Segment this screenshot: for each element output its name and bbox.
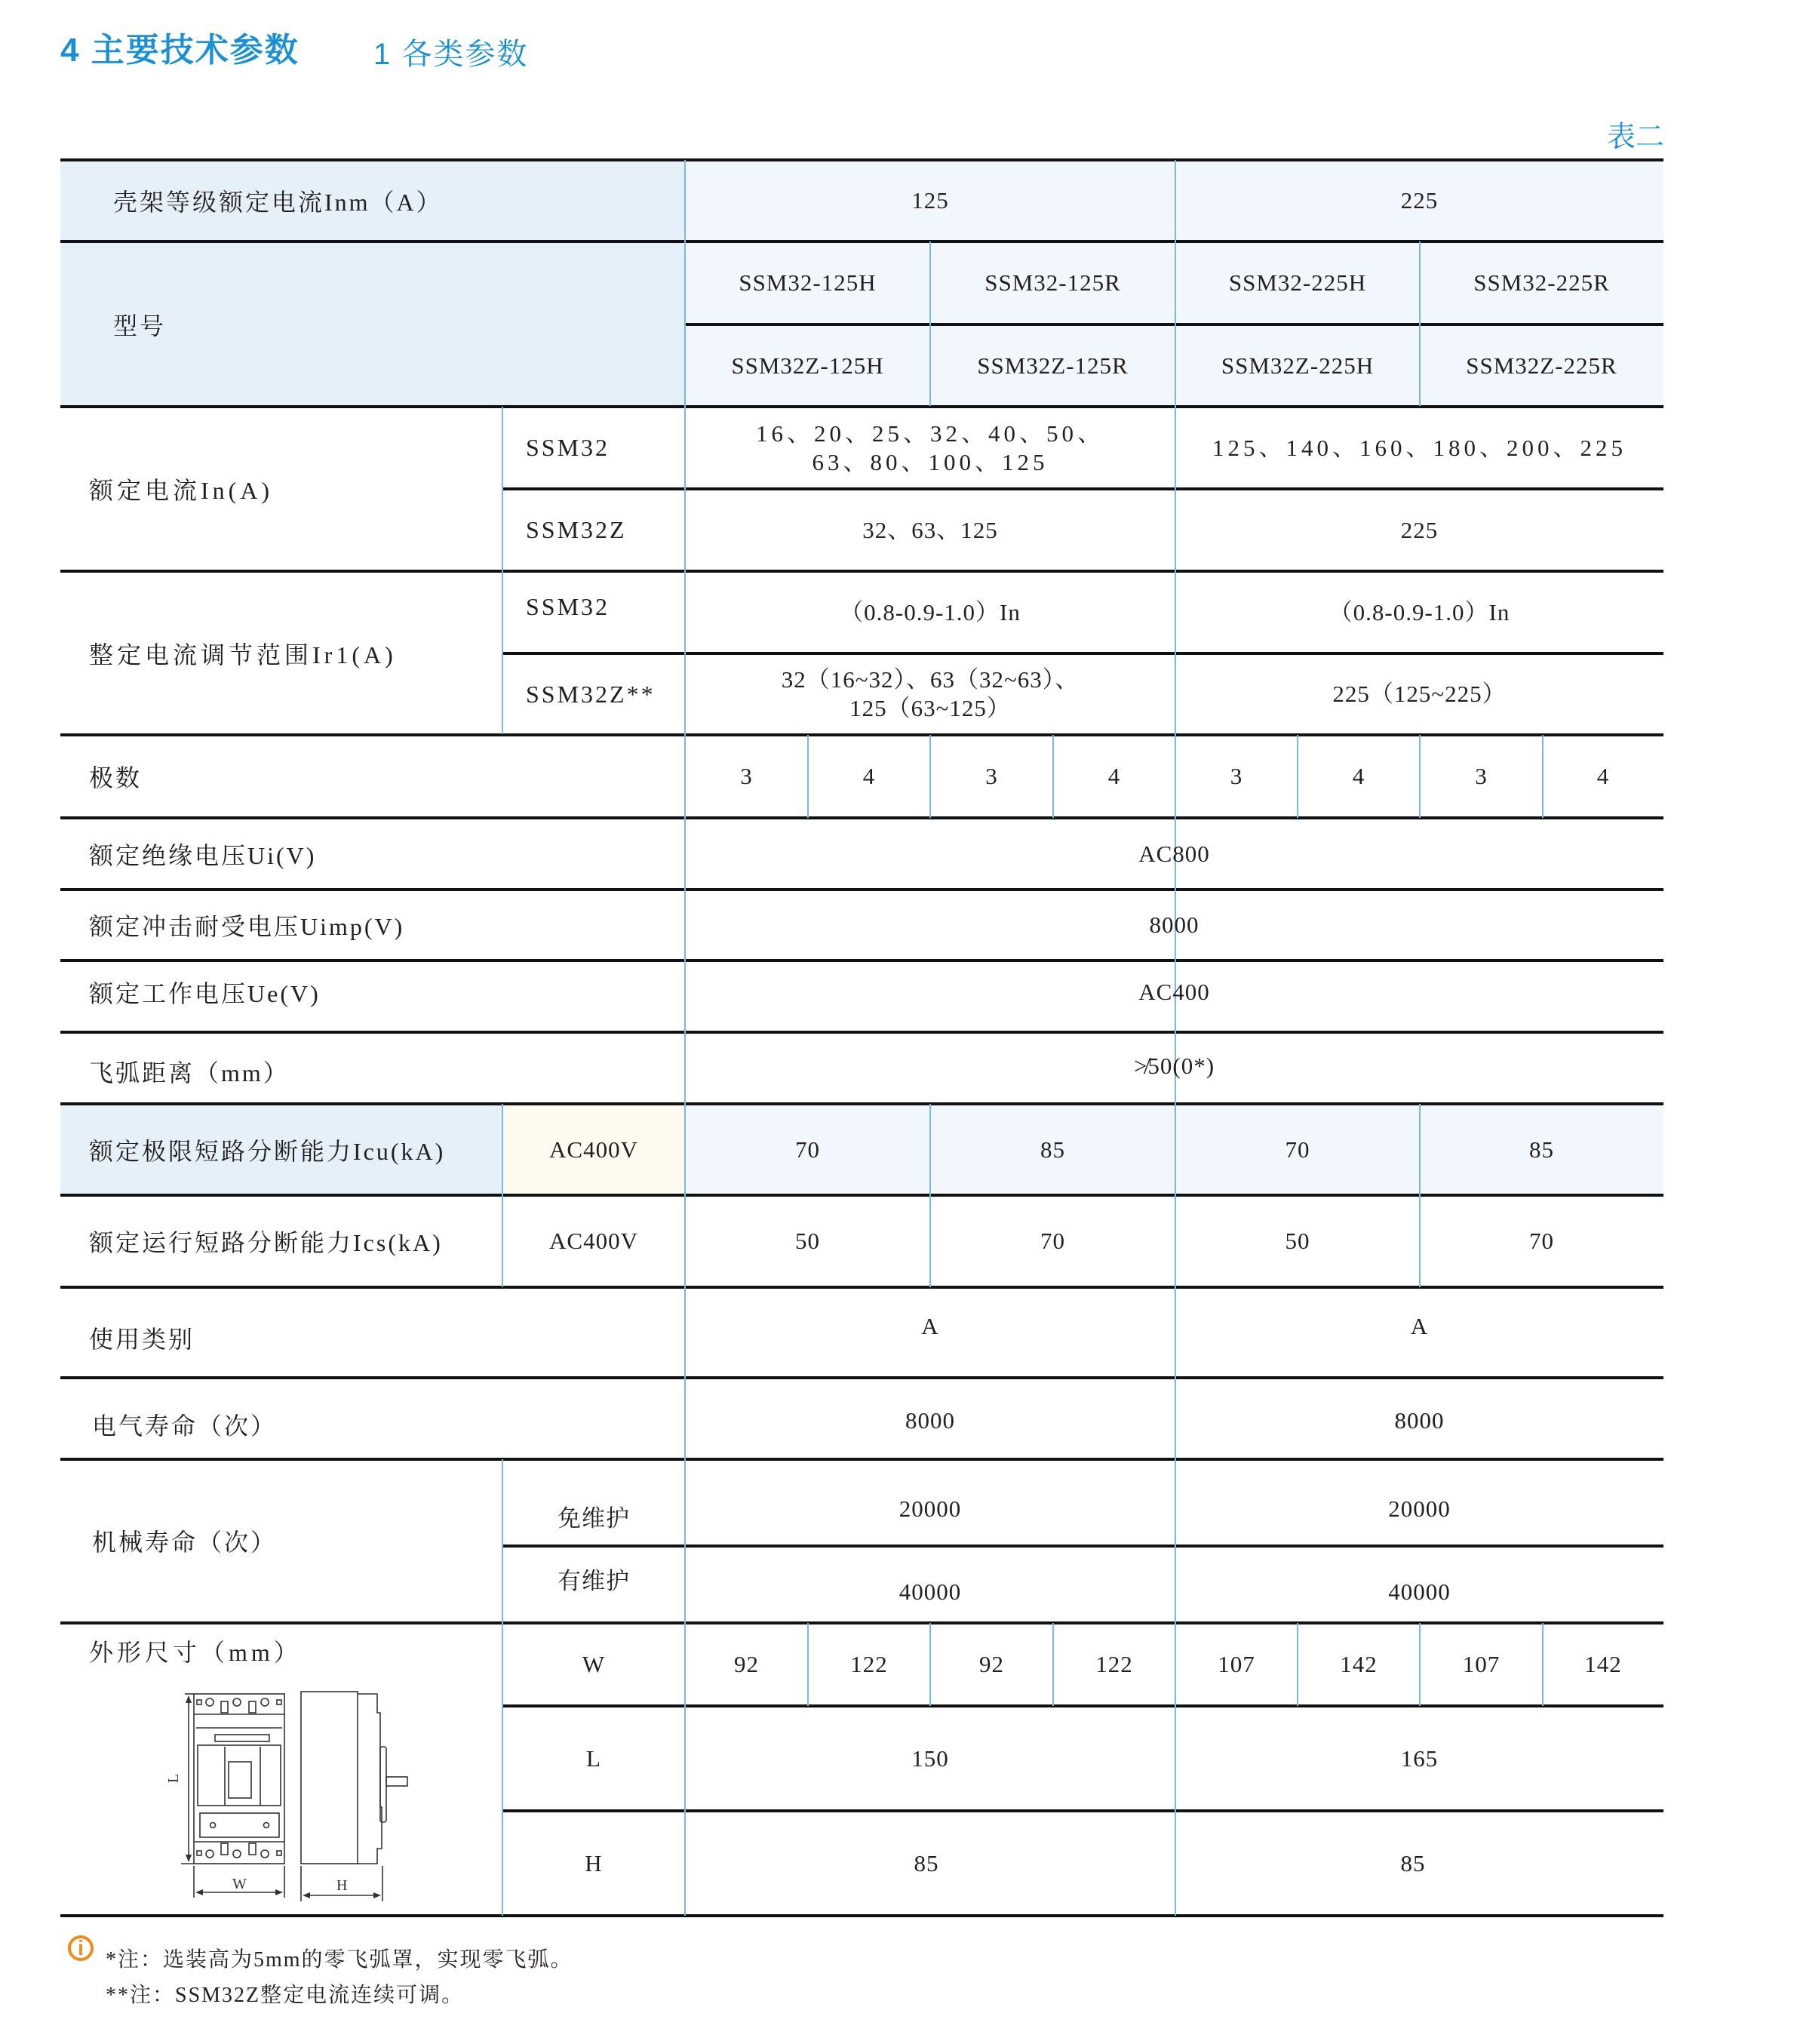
dim-w-cell: 92 [979,1651,1004,1677]
dim-w-label: W [582,1651,606,1677]
arc-distance-value: ≯50(0*) [1133,1052,1215,1079]
rated-current-label: 额定电流In(A) [89,477,274,504]
dim-w-cell: 107 [1462,1651,1501,1677]
dim-h-value: 85 [914,1849,939,1876]
setting-range-value: （0.8-0.9-1.0）In [1329,598,1510,625]
ics-label: 额定运行短路分断能力Ics(kA) [89,1229,443,1256]
terminal-top [197,1698,281,1713]
insulation-voltage-value: AC800 [1138,840,1210,867]
model-cell: SSM32-225H [1228,269,1367,296]
setting-range-value: （0.8-0.9-1.0）In [840,598,1021,625]
model-label: 型号 [113,312,167,340]
electrical-life-value: 8000 [1394,1407,1445,1434]
impulse-voltage-value: 8000 [1149,911,1200,938]
dim-w-cell: 142 [1584,1651,1622,1677]
side-view-outline [301,1692,358,1864]
ics-value: 50 [795,1228,820,1254]
rule [60,1914,1663,1917]
poles-cell: 4 [1352,763,1365,789]
mechanical-life-label: 机械寿命（次） [92,1528,278,1556]
dim-w-cell: 92 [734,1651,759,1677]
icu-value: 70 [795,1136,820,1163]
impulse-voltage-label: 额定冲击耐受电压Uimp(V) [89,913,405,940]
model-cell: SSM32Z-125R [977,352,1129,379]
dim-w-cell: 122 [1095,1651,1133,1677]
diagram-label-w: W [232,1876,247,1892]
dim-l-label: L [586,1744,601,1772]
dim-h-label: H [585,1849,603,1876]
operating-voltage-label: 额定工作电压Ue(V) [89,980,321,1007]
dim-w-cell: 122 [850,1651,888,1677]
breaker-dimension-diagram [158,1679,475,1905]
electrical-life-value: 8000 [905,1407,955,1434]
poles-cell: 3 [985,763,998,789]
diagram-label-h: H [336,1877,348,1894]
model-cell: SSM32Z-225H [1221,352,1375,379]
poles-cell: 4 [862,763,876,789]
rated-current-sub1: SSM32 [526,434,610,461]
dim-w-cell: 107 [1218,1651,1255,1677]
rated-current-value: 16、20、25、32、40、50、 63、80、100、125 [756,420,1104,475]
setting-range-value: 225（125~225） [1332,681,1507,707]
frame-current-label: 壳架等级额定电流Inm（A） [113,189,443,216]
poles-cell: 3 [1230,763,1243,789]
divider [502,407,503,734]
mechanical-life-sub2: 有维护 [558,1568,630,1594]
frame-current-125: 125 [911,187,949,214]
insulation-voltage-label: 额定绝缘电压Ui(V) [89,841,317,869]
ics-value: 70 [1529,1228,1554,1254]
mechanical-life-sub1: 免维护 [558,1505,630,1532]
electrical-life-label: 电气寿命（次） [92,1412,278,1440]
table-label: 表二 [1607,121,1665,153]
info-icon: i [68,1935,94,1961]
icu-value: 85 [1040,1136,1065,1163]
model-cell: SSM32-225R [1473,269,1610,296]
model-cell: SSM32-125R [985,269,1121,296]
icu-value: 70 [1285,1136,1310,1163]
mechanical-life-value: 40000 [898,1578,962,1605]
poles-cell: 3 [740,763,753,789]
rated-current-value: 32、63、125 [862,516,998,543]
note-2: **注：SSM32Z整定电流连续可调。 [106,1984,465,2007]
dim-h-value: 85 [1400,1849,1426,1876]
category-value: A [1410,1313,1429,1339]
arc-distance-label: 飞弧距离（mm） [89,1059,290,1087]
diagram-label-l: L [165,1773,182,1783]
setting-range-label: 整定电流调节范围Ir1(A) [89,641,397,669]
rated-current-sub2: SSM32Z [526,516,627,543]
mechanical-life-value: 20000 [898,1495,962,1522]
subsection-title: 1 各类参数 [373,38,529,71]
rated-current-value: 125、140、160、180、200、225 [1212,434,1627,461]
dim-l-value: 150 [911,1744,949,1772]
poles-cell: 4 [1596,763,1610,789]
ics-sub: AC400V [549,1228,638,1254]
poles-label: 极数 [89,764,143,791]
model-cell: SSM32Z-225R [1466,352,1617,379]
poles-cell: 3 [1475,763,1488,789]
dim-w-cell: 142 [1340,1651,1378,1677]
dimensions-label: 外形尺寸（mm） [89,1639,302,1666]
setting-range-value: 32（16~32）、63（32~63）、 125（63~125） [781,666,1080,721]
ics-value: 50 [1285,1228,1310,1254]
icu-label: 额定极限短路分断能力Icu(kA) [89,1137,446,1165]
mechanical-life-value: 40000 [1388,1578,1451,1605]
rated-current-value: 225 [1400,516,1439,543]
mechanical-life-value: 20000 [1388,1495,1451,1522]
category-label: 使用类别 [89,1326,195,1353]
section-title: 4 主要技术参数 [60,32,300,69]
category-value: A [921,1313,939,1339]
icu-value: 85 [1529,1136,1554,1163]
setting-range-sub1: SSM32 [526,592,610,620]
poles-cell: 4 [1107,763,1121,789]
front-view-outline [194,1694,284,1864]
operating-voltage-value: AC400 [1138,979,1210,1005]
terminal-bottom [197,1843,281,1858]
frame-current-225: 225 [1400,187,1439,214]
dim-l-value: 165 [1400,1744,1439,1772]
model-cell: SSM32Z-125H [731,352,884,379]
setting-range-sub2: SSM32Z** [526,680,656,708]
icu-sub: AC400V [549,1136,638,1163]
model-cell: SSM32-125H [739,269,877,296]
ics-value: 70 [1040,1228,1065,1254]
note-1: *注：选装高为5mm的零飞弧罩，实现零飞弧。 [106,1948,573,1972]
